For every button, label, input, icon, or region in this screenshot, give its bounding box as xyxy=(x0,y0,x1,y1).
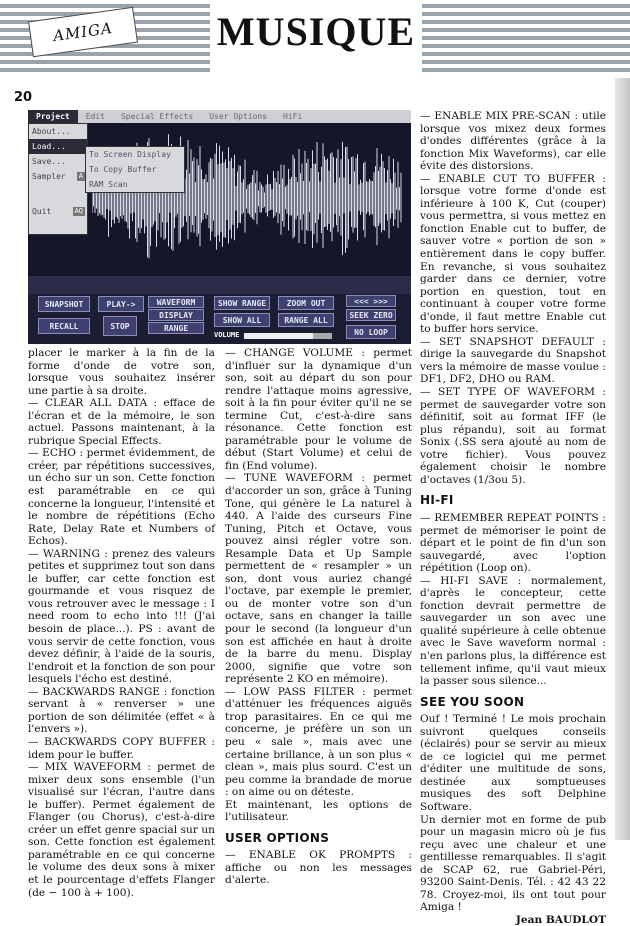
project-dropdown xyxy=(28,123,88,235)
scroll-arrows-button[interactable]: <<< >>> xyxy=(346,295,396,307)
paragraph: — CHANGE VOLUME : permet d'influer sur la dynamique d'un son, soit au départ du son pour rendre l'attaque moins agressive, soit à la fin pour éviter qu'il ne se termine Cut, c'est-à-dire sans résonance. Cette fonction est paramétrable pour le volume de début (Start Volume) et celui de fin (End volume). xyxy=(225,347,412,472)
amiga-badge-text: AMIGA xyxy=(52,18,114,46)
play-button[interactable]: PLAY-> xyxy=(98,296,144,312)
paragraph: — ENABLE MIX PRE-SCAN : utile lorsque vos mixez deux formes d'ondes différentes (grâce à la fonction Mix Waveforms), car elle évite des distorsions. xyxy=(420,110,606,173)
heading-see-you-soon: SEE YOU SOON xyxy=(420,694,525,709)
paragraph: — LOW PASS FILTER : permet d'atténuer les fréquences aiguës trop parasitaires. En ce qui me concerne, je préfère un son un peu « sale », mais avec une certaine brillance, à un son plus « clean », mais plus sourd. C'est un peu comme la brandade de morue : on aime ou on déteste. xyxy=(225,685,412,799)
menu-user-options[interactable]: User Options xyxy=(209,112,268,121)
stop-button[interactable]: STOP xyxy=(103,316,137,336)
submenu-to-screen-display[interactable]: To Screen Display xyxy=(89,150,171,159)
sampler-shortcut: A xyxy=(78,172,83,180)
page-header xyxy=(0,0,630,78)
waveform-button[interactable]: WAVEFORM xyxy=(148,296,204,308)
submenu-ram-scan[interactable]: RAM Scan xyxy=(89,180,128,189)
menu-item-quit[interactable]: Quit AQ xyxy=(32,207,83,216)
menu-item-load[interactable]: Load... xyxy=(29,139,87,154)
paragraph: — MIX WAVEFORM : permet de mixer deux sons ensemble (l'un visualisé sur l'écran, l'autre dans le buffer). Permet également de Flanger (ou Chorus), c'est-à-dire créer un effet genre spacial sur un son. Cette fonction est également paramétrable en ce qui concerne le volume des deux sons à mixer et le pourcentage d'effets Flanger (de − 100 à + 100). xyxy=(28,761,215,899)
paragraph: Un dernier mot en forme de pub pour un magasin micro où je fus reçu avec une chaleur et une gentillesse remarquables. Il s'agit de SCAP 62, rue Gabriel-Péri, 93200 Saint-Denis. Tél. : 42 43 22 78. Croyez-moi, ils ont tout pour Amiga ! xyxy=(420,813,606,914)
display-button[interactable]: DISPLAY xyxy=(148,309,204,321)
paragraph: Ouf ! Terminé ! Le mois prochain suivront quelques conseils (éclairés) pour se servir au mieux de ce logiciel qui me permet d'éditer une multitude de sons, destinée aux somptueuses musiques des soft Delphine Software. xyxy=(420,713,606,813)
range-button[interactable]: RANGE xyxy=(148,322,204,334)
snapshot-button[interactable]: SNAPSHOT xyxy=(38,296,90,312)
header-stripes-right xyxy=(422,4,630,74)
quit-shortcut: AQ xyxy=(74,207,83,215)
paragraph: — HI-FI SAVE : normalement, d'après le concepteur, cette fonction devrait permettre de sauvegarder un son avec une qualité supérieure à celle obtenue avec le Save waveform normal : n'en parlons plus, la différence est tellement infime, qu'il vaut mieux la passer sous silence... xyxy=(420,574,606,688)
paragraph: placer le marker à la fin de la forme d'onde de votre son, lorsque vous souhaitez insérer une partie à sa droite. xyxy=(28,347,215,397)
paragraph: — TUNE WAVEFORM : permet d'accorder un son, grâce à Tuning Tone, qui génère le La naturel à 440. A l'aide des curseurs Fine Tuning, Pitch et Octave, vous pouvez ainsi régler votre son. Resample Data et Up Sample permettent de « resampler » un son, dont vous auriez changé l'octave, par exemple le premier, ou de monter votre son d'un octave, sans en changer la taille pour le second (la longueur d'un son est affichée en haut à droite de la barre du menu. Display 2000, signifie que votre son représente 2 KO en mémoire). xyxy=(225,472,412,686)
page-number: 20 xyxy=(14,90,33,105)
volume-slider-fill xyxy=(244,333,313,339)
author: Jean BAUDLOT xyxy=(515,913,606,926)
paragraph: — ECHO : permet évidemment, de créer, par répétitions successives, un écho sur un son. Cette fonction est paramétrable en ce qui concerne la longueur, l'intensité et le nombre de répétitions (Echo Rate, Delay Rate et Numbers of Echos). xyxy=(28,447,215,548)
submenu-to-copy-buffer[interactable]: To Copy Buffer xyxy=(89,165,157,174)
menu-project[interactable]: Project xyxy=(28,110,78,123)
menu-edit[interactable]: Edit xyxy=(85,112,105,121)
menu-item-about[interactable]: About... xyxy=(32,127,71,136)
paragraph: — CLEAR ALL DATA : efface de l'écran et de la mémoire, le son actuel. Passons maintenant, à la rubrique Special Effects. xyxy=(28,397,215,447)
menu-item-sampler[interactable]: Sampler A xyxy=(32,172,83,181)
load-submenu xyxy=(85,146,185,193)
paragraph: — SET TYPE OF WAVEFORM : permet de sauvegarder votre son définitif, soit au format IFF (le plus répandu), soit au format Sonix (.SS sera ajouté au nom de votre fichier). Vous pouvez également choisir le nombre d'octaves (1/3ou 5). xyxy=(420,386,606,486)
paragraph: — REMEMBER REPEAT POINTS : permet de mémoriser le point de départ et le point de fin d'un son sauvegardé, avec l'option répétition (Loop on). xyxy=(420,511,606,575)
software-menubar xyxy=(28,110,411,123)
paragraph: — BACKWARDS RANGE : fonction servant à « renverser » une portion de son délimitée (effet « à l'envers »). xyxy=(28,685,215,736)
article-column-2 xyxy=(225,347,412,887)
zoom-out-button[interactable]: ZOOM OUT xyxy=(278,296,334,310)
paragraph: — ENABLE CUT TO BUFFER : lorsque votre forme d'onde est inférieure à 100 K, Cut (couper) vous permettra, si vous mettez en fonction Enable cut to buffer, de sauver votre « portion de son » entièrement dans le copy buffer. En revanche, si vous souhaitez garder dans ce dernier, votre portion en question, tout en continuant à couper votre forme d'onde, il faut mettre Enable cut to buffer hors service. xyxy=(420,172,606,336)
heading-hifi: HI-FI xyxy=(420,493,454,508)
article-column-3 xyxy=(420,110,606,926)
paragraph: — SET SNAPSHOT DEFAULT : dirige la sauvegarde du Snapshot vers la mémoire de masse voulue : DF1, DF2, DHO ou RAM. xyxy=(420,335,606,386)
volume-slider[interactable] xyxy=(244,333,332,339)
no-loop-button[interactable]: NO LOOP xyxy=(346,325,396,339)
paragraph: — WARNING : prenez des valeurs petites et supprimez tout son dans le buffer, car cette fonction est gourmande et vous risquez de vous retrouver avec le message : I need room to echo into !!! (J'ai besoin de place...). PS : avant de vous servir de cette fonction, vous devez définir, à l'aide de la souris, l'endroit et la fonction de son pour lesquels l'écho est destiné. xyxy=(28,547,215,686)
article-column-1 xyxy=(28,347,215,899)
heading-user-options: USER OPTIONS xyxy=(225,830,330,845)
seek-zero-button[interactable]: SEEK ZERO xyxy=(346,309,396,321)
page-edge xyxy=(615,78,630,840)
menu-item-save[interactable]: Save... xyxy=(32,157,66,166)
waveform-footer-bar xyxy=(28,276,411,294)
recall-button[interactable]: RECALL xyxy=(38,318,90,334)
range-all-button[interactable]: RANGE ALL xyxy=(278,313,334,327)
show-all-button[interactable]: SHOW ALL xyxy=(214,313,270,327)
menu-special-effects[interactable]: Special Effects xyxy=(120,112,194,121)
software-screenshot xyxy=(28,110,411,344)
volume-label: VOLUME xyxy=(214,331,240,339)
paragraph: Et maintenant, les options de l'utilisateur. xyxy=(225,798,412,824)
paragraph: — BACKWARDS COPY BUFFER : idem pour le buffer. xyxy=(28,735,215,761)
paragraph: — ENABLE OK PROMPTS : affiche ou non les messages d'alerte. xyxy=(225,849,412,887)
section-title: MUSIQUE xyxy=(216,9,416,54)
show-range-button[interactable]: SHOW RANGE xyxy=(214,296,270,310)
menu-hifi[interactable]: HiFi xyxy=(283,112,303,121)
